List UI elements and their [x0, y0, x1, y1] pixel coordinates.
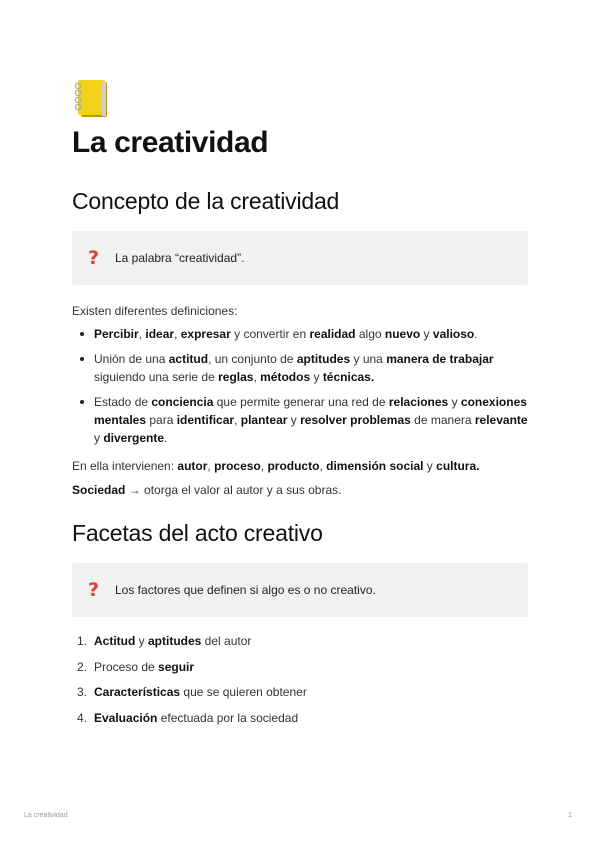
list-text: Actitud y aptitudes del autor	[94, 634, 252, 648]
question-mark-icon: ?	[88, 578, 100, 601]
section-heading-facetas: Facetas del acto creativo	[72, 520, 323, 546]
question-mark-icon: ?	[88, 246, 100, 269]
list-number: 2.	[77, 659, 88, 674]
facets-list	[72, 632, 528, 734]
society-paragraph: Sociedad → otorga el valor al autor y a sus obras.	[72, 483, 342, 497]
definitions-list	[72, 325, 528, 454]
list-item: Estado de conciencia que permite generar una red de relaciones y conexiones mentales para identificar, plantear y resolver problemas de manera relevante y divergente.	[72, 393, 528, 447]
callout-concepto	[72, 231, 528, 285]
list-text: Proceso de seguir	[94, 659, 195, 674]
page-number: 1	[568, 812, 572, 819]
list-text: Características que se quieren obtener	[94, 685, 307, 699]
list-item	[72, 709, 528, 727]
list-item	[72, 658, 528, 676]
list-item: Percibir, idear, expresar y convertir en realidad algo nuevo y valioso.	[72, 325, 528, 343]
page-title: La creatividad	[72, 126, 269, 159]
footer-title: La creatividad	[24, 812, 68, 819]
notebook-icon	[72, 79, 112, 121]
list-number: 4.	[77, 710, 88, 725]
list-item: Unión de una actitud, un conjunto de aptitudes y una manera de trabajar siguiendo una serie de reglas, métodos y técnicas.	[72, 350, 528, 386]
callout-text: La palabra “creatividad”.	[115, 251, 245, 265]
list-item	[72, 683, 528, 701]
list-text: Evaluación efectuada por la sociedad	[94, 710, 299, 725]
callout-facetas	[72, 563, 528, 617]
list-number: 3.	[77, 685, 88, 699]
list-number: 1.	[77, 634, 88, 648]
callout-text: Los factores que definen si algo es o no creativo.	[115, 583, 376, 597]
intro-paragraph: Existen diferentes definiciones:	[72, 304, 238, 318]
section-heading-concepto: Concepto de la creatividad	[72, 188, 340, 214]
participants-paragraph: En ella intervienen: autor, proceso, producto, dimensión social y cultura.	[72, 459, 480, 473]
list-item	[72, 632, 528, 650]
